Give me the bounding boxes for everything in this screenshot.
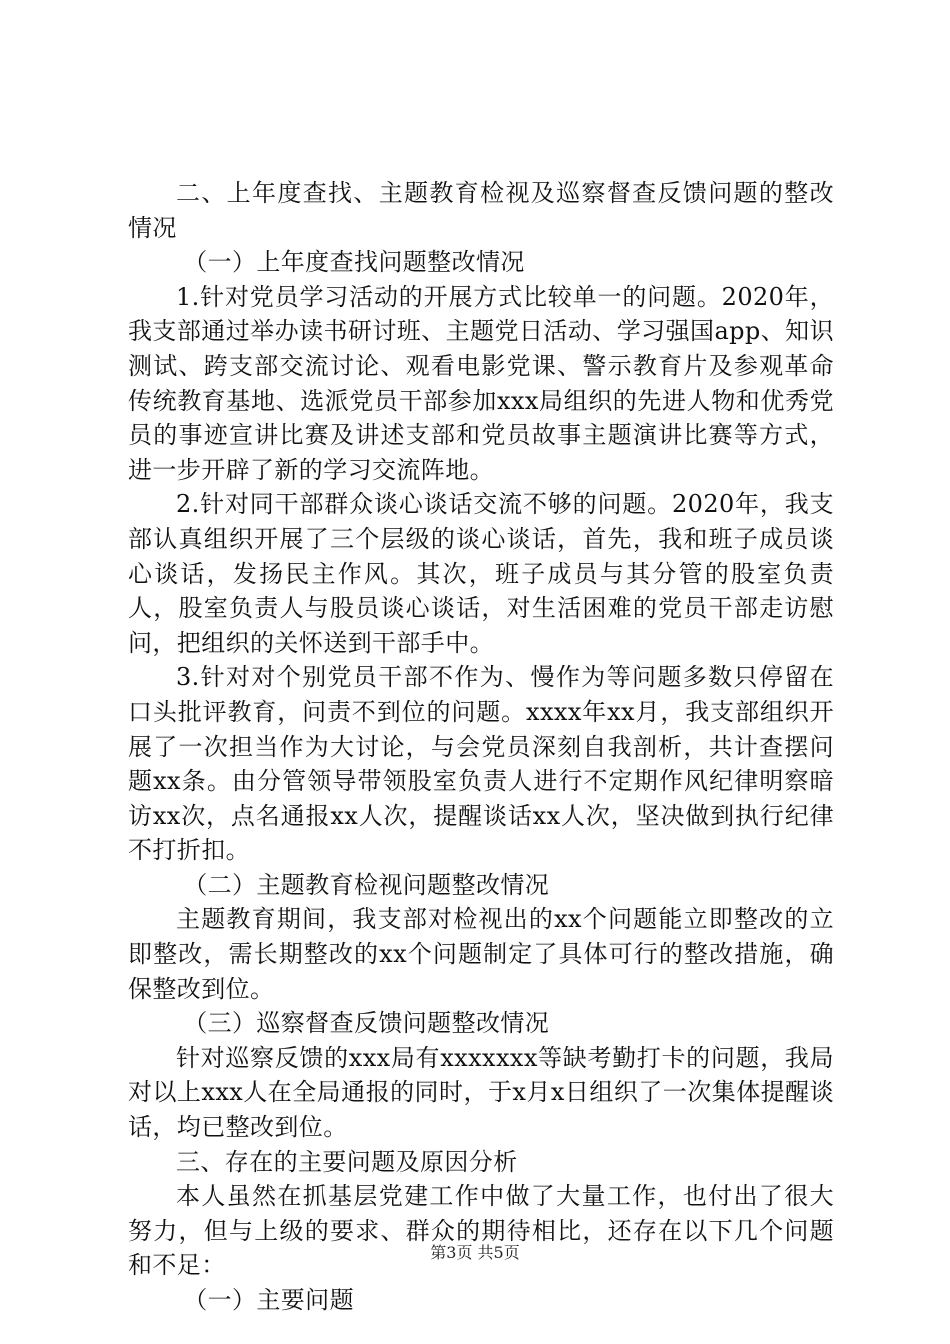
paragraph-item-1: 1.针对党员学习活动的开展方式比较单一的问题。2020年，我支部通过举办读书研讨班、主题党日活动、学习强国app、知识测试、跨支部交流讨论、观看电影党课、警示教育片及参观革命传统教育基地、选派党员干部参加xxx局组织的先进人物和优秀党员的事迹宣讲比赛及讲述支部和党员故事主题演讲比赛等方式，进一步开辟了新的学习交流阵地。	[128, 282, 834, 484]
paragraph-item-2: 2.针对同干部群众谈心谈话交流不够的问题。2020年，我支部认真组织开展了三个层级的谈心谈话，首先，我和班子成员谈心谈话，发扬民主作风。其次，班子成员与其分管的股室负责人，股室负责人与股员谈心谈话，对生活困难的党员干部走访慰问，把组织的关怀送到干部手中。	[128, 490, 834, 657]
subsection-heading-3: （三）巡察督查反馈问题整改情况	[183, 1009, 550, 1038]
subsection-heading-main-problems: （一）主要问题	[183, 1286, 354, 1314]
document-body	[128, 176, 834, 1318]
page-footer: 第3页 共5页	[430, 1243, 520, 1262]
section-heading-2: 二、上年度查找、主题教育检视及巡察督查反馈问题的整改情况	[128, 179, 834, 242]
paragraph-theme-education: 主题教育期间，我支部对检视出的xx个问题能立即整改的立即整改，需长期整改的xx个问题制定了具体可行的整改措施，确保整改到位。	[128, 905, 834, 1003]
paragraph-inspection-feedback: 针对巡察反馈的xxx局有xxxxxxx等缺考勤打卡的问题，我局对以上xxx人在全局通报的同时，于x月x日组织了一次集体提醒谈话，均已整改到位。	[128, 1043, 834, 1142]
subsection-heading-2: （二）主题教育检视问题整改情况	[183, 870, 550, 899]
paragraph-problems-intro: 本人虽然在抓基层党建工作中做了大量工作，也付出了很大努力，但与上级的要求、群众的期待相比，还存在以下几个问题和不足：	[128, 1182, 834, 1280]
subsection-heading-1: （一）上年度查找问题整改情况	[183, 248, 525, 277]
paragraph-item-3: 3.针对对个别党员干部不作为、慢作为等问题多数只停留在口头批评教育，问责不到位的问题。xxxx年xx月，我支部组织开展了一次担当作为大讨论，与会党员深刻自我剖析，共计查摆问题xx条。由分管领导带领股室负责人进行不定期作风纪律明察暗访xx次，点名通报xx人次，提醒谈话xx人次，坚决做到执行纪律不打折扣。	[128, 663, 834, 865]
section-heading-3: 三、存在的主要问题及原因分析	[176, 1147, 518, 1176]
